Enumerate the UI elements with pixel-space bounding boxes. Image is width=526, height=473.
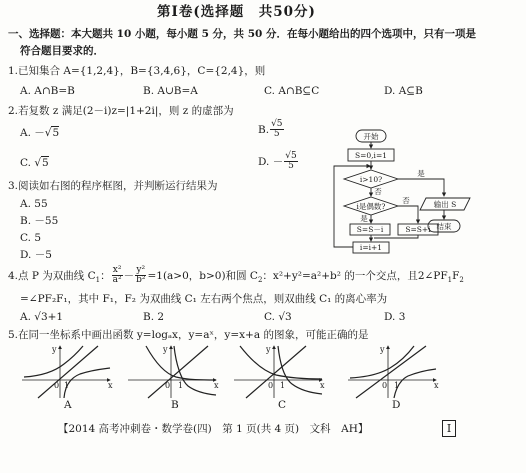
instruction-line-2: 符合题目要求的．: [20, 45, 104, 57]
flow-start-label: 开始: [363, 132, 379, 141]
q2-option-c: C. √5: [20, 157, 49, 169]
svg-text:1: 1: [280, 381, 286, 390]
q2-stem: 2.若复数 z 满足(2－i)z=|1+2i|，则 z 的虚部为: [8, 105, 234, 117]
svg-text:y: y: [52, 345, 57, 354]
svg-text:1: 1: [394, 381, 400, 390]
graph-c: [232, 344, 327, 399]
q4-option-b: B. 2: [143, 311, 165, 323]
svg-text:y: y: [380, 345, 385, 354]
q4-stem-line2: =∠PF₂F₁，其中 F₁，F₂ 为双曲线 C₁ 左右两个焦点，则双曲线 C₁ 的离心率为: [20, 293, 388, 305]
flow-end-label: 结束: [436, 222, 452, 231]
flow-inc-label: i=i+1: [359, 243, 383, 252]
svg-text:0: 0: [165, 381, 171, 390]
q2-option-a: A. －√5: [20, 127, 60, 139]
q4-option-a: A. √3+1: [20, 311, 64, 323]
q3-stem: 3.阅读如右图的程序框图，并判断运行结果为: [8, 180, 218, 192]
q4-option-d: D. 3: [384, 311, 406, 323]
svg-text:x: x: [320, 381, 325, 390]
q3-option-a: A. 55: [20, 198, 48, 210]
svg-text:y: y: [163, 345, 168, 354]
flow-no2-label: 否: [402, 196, 410, 205]
svg-text:x: x: [214, 381, 219, 390]
flow-cond2-label: i是偶数?: [356, 202, 386, 211]
flow-yes2-label: 是: [360, 214, 368, 223]
graph-c-label: C: [278, 399, 287, 411]
svg-text:1: 1: [64, 381, 70, 390]
q3-option-c: C. 5: [20, 232, 42, 244]
section-title: 第Ⅰ卷(选择题 共50分): [157, 4, 316, 20]
q1-option-a: A. A∩B=B: [20, 85, 75, 97]
flow-cond1-label: i>10?: [359, 175, 383, 184]
svg-text:y: y: [266, 345, 271, 354]
svg-text:0: 0: [268, 381, 274, 390]
instruction-line-1: 一、选择题：本大题共 10 小题，每小题 5 分，共 50 分．在每小题给出的四个选项中，只有一项是: [8, 28, 476, 40]
graph-a: [20, 344, 115, 399]
flow-output-label: 输出 S: [433, 200, 457, 209]
graph-b: [126, 344, 221, 399]
flow-init-label: S=0,i=1: [354, 151, 388, 160]
svg-text:x: x: [434, 381, 439, 390]
graph-d-label: D: [392, 399, 401, 411]
svg-text:0: 0: [54, 381, 60, 390]
q1-option-c: C. A∩B⊆C: [264, 85, 320, 97]
program-flowchart: [326, 128, 526, 260]
flow-sub-label: S=S－i: [356, 225, 384, 234]
q3-option-d: D. －5: [20, 249, 52, 261]
q5-stem: 5.在同一坐标系中画出函数 y=logₐx，y=aˣ，y=x+a 的图象，可能正确的是: [8, 329, 369, 341]
svg-text:1: 1: [178, 381, 184, 390]
svg-text:0: 0: [382, 381, 388, 390]
flow-no-label: 否: [374, 187, 382, 196]
flow-yes-label: 是: [417, 169, 425, 178]
q1-option-b: B. A∪B=A: [143, 85, 198, 97]
volume-marker: Ⅰ: [442, 420, 456, 437]
graph-d: [346, 344, 441, 399]
q1-stem: 1.已知集合 A={1,2,4}，B={3,4,6}，C={2,4}，则: [8, 65, 266, 77]
q4-stem-line1: 4.点 P 为双曲线 $C_1$： $\frac{\text{x²}}{\text{a²}}$ － $\frac{\text{y²}}{\text{b²}}$ =1(a>0，b>0)和圆 $C_2$：x²+y²=a²+b² 的一个交点，且$2\angle PF_1F_2$: [8, 265, 464, 286]
footer-text: 【2014 高考冲刺卷・数学卷(四) 第 1 页(共 4 页) 文科 AH】: [58, 423, 369, 435]
flow-add-label: S=S+i: [405, 225, 431, 234]
q4-option-c: C. √3: [264, 311, 292, 323]
graph-b-label: B: [171, 399, 179, 411]
svg-text:x: x: [108, 381, 113, 390]
graph-a-label: A: [64, 399, 72, 411]
q3-option-b: B. －55: [20, 215, 59, 227]
q2-option-d: D. － $\frac{√5}{5}$: [258, 151, 297, 172]
q1-option-d: D. A⊆B: [384, 85, 423, 97]
q2-option-b: B. $\frac{√5}{5}$: [258, 119, 283, 140]
